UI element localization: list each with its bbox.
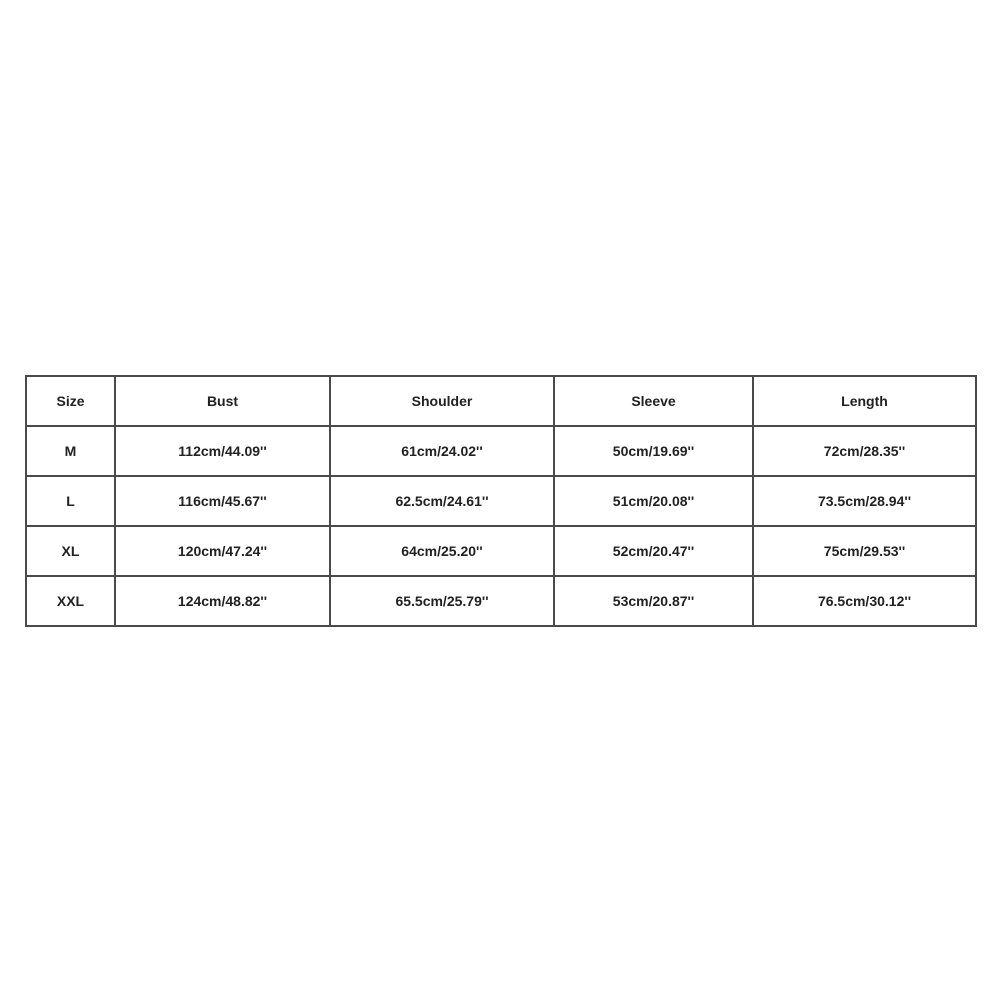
header-sleeve: Sleeve (554, 376, 753, 426)
cell-size: M (26, 426, 115, 476)
cell-shoulder: 61cm/24.02'' (330, 426, 554, 476)
cell-shoulder: 65.5cm/25.79'' (330, 576, 554, 626)
cell-length: 75cm/29.53'' (753, 526, 976, 576)
table-row (26, 426, 976, 476)
cell-size: L (26, 476, 115, 526)
cell-shoulder: 62.5cm/24.61'' (330, 476, 554, 526)
table-row (26, 526, 976, 576)
cell-size: XL (26, 526, 115, 576)
cell-length: 72cm/28.35'' (753, 426, 976, 476)
cell-bust: 112cm/44.09'' (115, 426, 330, 476)
cell-bust: 124cm/48.82'' (115, 576, 330, 626)
header-bust: Bust (115, 376, 330, 426)
cell-sleeve: 50cm/19.69'' (554, 426, 753, 476)
size-chart-table (25, 375, 977, 627)
header-size: Size (26, 376, 115, 426)
cell-length: 76.5cm/30.12'' (753, 576, 976, 626)
cell-shoulder: 64cm/25.20'' (330, 526, 554, 576)
cell-bust: 116cm/45.67'' (115, 476, 330, 526)
cell-sleeve: 53cm/20.87'' (554, 576, 753, 626)
header-shoulder: Shoulder (330, 376, 554, 426)
cell-sleeve: 51cm/20.08'' (554, 476, 753, 526)
table-row (26, 576, 976, 626)
header-row (26, 376, 976, 426)
table-row (26, 476, 976, 526)
header-length: Length (753, 376, 976, 426)
cell-length: 73.5cm/28.94'' (753, 476, 976, 526)
cell-size: XXL (26, 576, 115, 626)
cell-sleeve: 52cm/20.47'' (554, 526, 753, 576)
cell-bust: 120cm/47.24'' (115, 526, 330, 576)
